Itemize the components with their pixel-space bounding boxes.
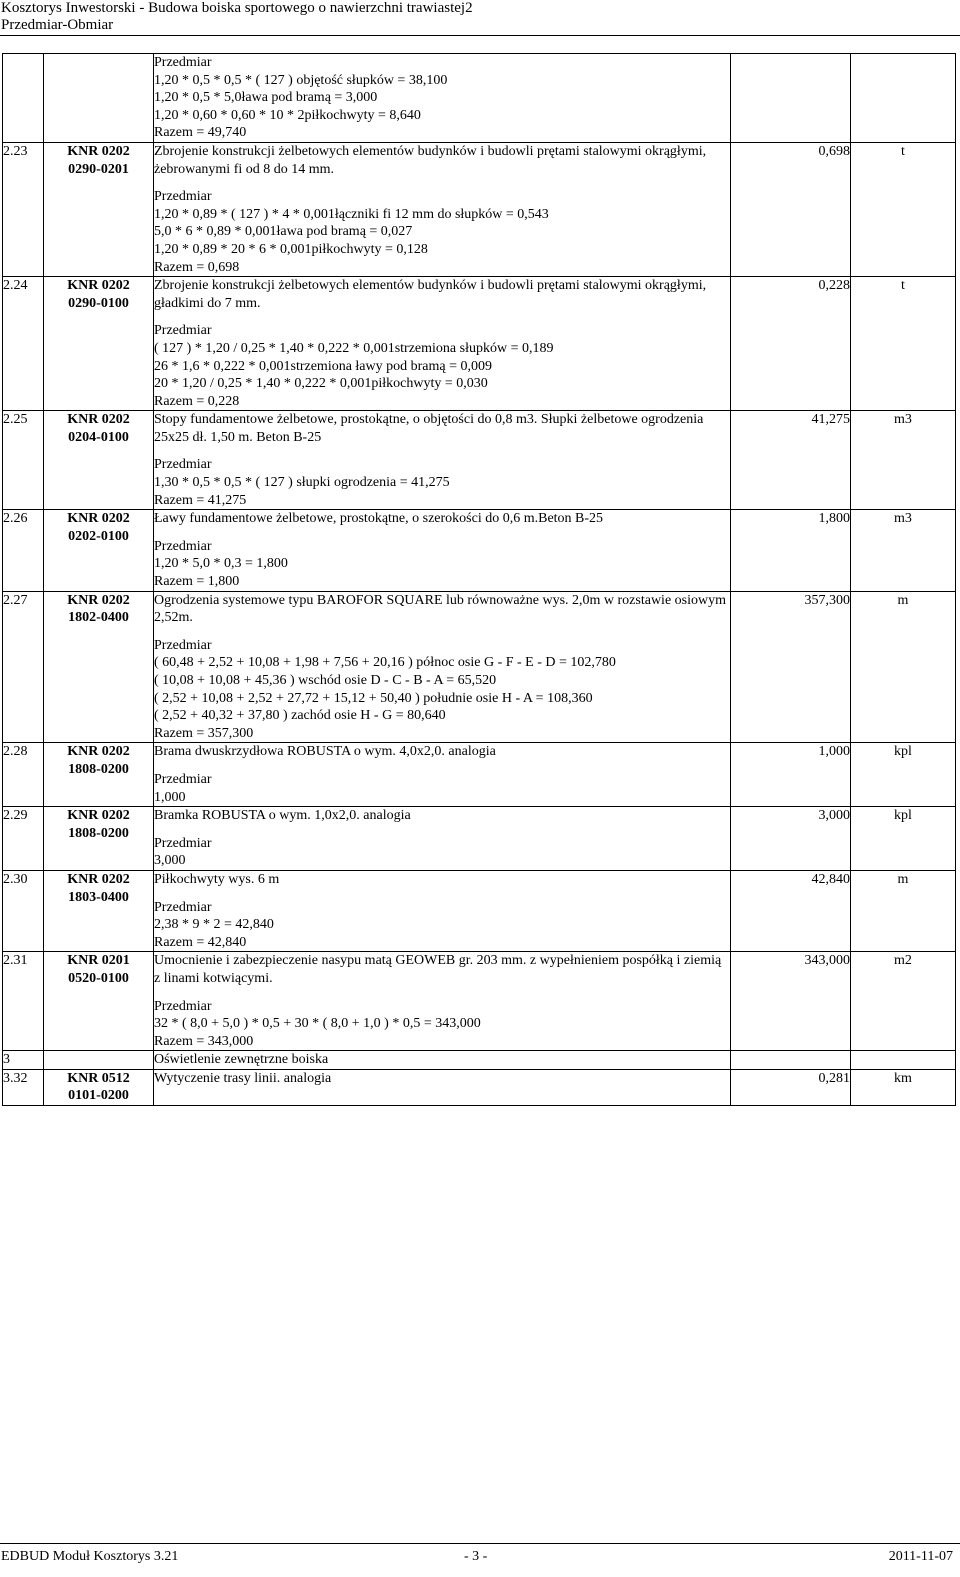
calculation-line: Razem = 0,228 [154, 393, 240, 409]
catalog-code-line: 0204-0100 [68, 429, 129, 445]
item-description-cell [154, 411, 731, 510]
calculation-line: ( 127 ) * 1,20 / 0,25 * 1,40 * 0,222 * 0,001strzemiona słupków = 0,189 [154, 340, 554, 356]
calculation-line: 2,38 * 9 * 2 = 42,840 [154, 917, 274, 933]
table-row [3, 1069, 956, 1105]
quantity-calculation [154, 998, 730, 1051]
catalog-code [44, 142, 154, 276]
calculation-line: Razem = 49,740 [154, 125, 247, 141]
item-description-cell [154, 142, 731, 276]
calculation-line: 1,20 * 0,5 * 0,5 * ( 127 ) objętość słupków = 38,100 [154, 72, 448, 88]
item-description: Ławy fundamentowe żelbetowe, prostokątne, o szerokości do 0,6 m.Beton B-25 [154, 511, 604, 527]
item-description: Piłkochwyty wys. 6 m [154, 871, 280, 887]
catalog-code [44, 510, 154, 591]
calculation-heading: Przedmiar [154, 538, 212, 554]
calculation-line: 1,20 * 5,0 * 0,3 = 1,800 [154, 556, 288, 572]
item-description-cell [154, 1051, 731, 1070]
item-number: 2.27 [3, 591, 44, 743]
calculation-heading: Przedmiar [154, 899, 212, 915]
quantity: 41,275 [731, 411, 851, 510]
item-number [3, 54, 44, 143]
table-row [3, 142, 956, 276]
table-row [3, 277, 956, 411]
table-row [3, 870, 956, 951]
catalog-code [44, 743, 154, 807]
item-description-cell [154, 743, 731, 807]
catalog-code [44, 277, 154, 411]
unit: kpl [851, 807, 956, 871]
item-number: 2.28 [3, 743, 44, 807]
catalog-code-line: KNR 0202 [67, 808, 130, 824]
quantity-calculation [154, 771, 730, 806]
catalog-code [44, 952, 154, 1051]
item-description-cell [154, 952, 731, 1051]
calculation-line: ( 2,52 + 40,32 + 37,80 ) zachód osie H - G = 80,640 [154, 708, 446, 724]
calculation-heading: Przedmiar [154, 189, 212, 205]
estimate-table-body [3, 54, 956, 1106]
quantity-calculation [154, 637, 730, 743]
calculation-line: ( 2,52 + 10,08 + 2,52 + 27,72 + 15,12 + 50,40 ) południe osie H - A = 108,360 [154, 690, 593, 706]
table-row [3, 1051, 956, 1070]
catalog-code-line: 1808-0200 [68, 825, 129, 841]
table-row [3, 510, 956, 591]
item-number: 2.26 [3, 510, 44, 591]
item-description-cell [154, 870, 731, 951]
item-description-cell [154, 807, 731, 871]
item-description: Umocnienie i zabezpieczenie nasypu matą GEOWEB gr. 203 mm. z wypełnieniem pospółką i ziemią z linami kotwiącymi. [154, 953, 722, 986]
catalog-code-line: KNR 0202 [67, 511, 130, 527]
catalog-code-line: 0290-0100 [68, 295, 129, 311]
catalog-code-line: 1802-0400 [68, 610, 129, 626]
estimate-table [2, 53, 956, 1106]
catalog-code-line: KNR 0201 [67, 953, 130, 969]
quantity: 343,000 [731, 952, 851, 1051]
calculation-heading: Przedmiar [154, 323, 212, 339]
calculation-line: 1,30 * 0,5 * 0,5 * ( 127 ) słupki ogrodzenia = 41,275 [154, 475, 450, 491]
item-description: Stopy fundamentowe żelbetowe, prostokątne, o objętości do 0,8 m3. Słupki żelbetowe ogrodzenia 25x25 dł. 1,50 m. Beton B-25 [154, 412, 704, 445]
document-subtitle: Przedmiar-Obmiar [1, 17, 114, 33]
item-number: 2.29 [3, 807, 44, 871]
calculation-line: 26 * 1,6 * 0,222 * 0,001strzemiona ławy pod bramą = 0,009 [154, 358, 493, 374]
quantity: 357,300 [731, 591, 851, 743]
calculation-line: 1,20 * 0,5 * 5,0ława pod bramą = 3,000 [154, 90, 378, 106]
calculation-line: Razem = 357,300 [154, 725, 254, 741]
quantity-calculation [154, 54, 730, 142]
quantity: 3,000 [731, 807, 851, 871]
item-number: 2.23 [3, 142, 44, 276]
calculation-line: Razem = 1,800 [154, 574, 240, 590]
calculation-line: 1,20 * 0,60 * 0,60 * 10 * 2piłkochwyty = 8,640 [154, 107, 421, 123]
quantity-calculation [154, 899, 730, 952]
item-number: 2.30 [3, 870, 44, 951]
calculation-heading: Przedmiar [154, 998, 212, 1014]
quantity-calculation [154, 188, 730, 276]
item-description: Oświetlenie zewnętrzne boiska [154, 1052, 329, 1068]
item-description: Bramka ROBUSTA o wym. 1,0x2,0. analogia [154, 808, 411, 824]
unit: m3 [851, 411, 956, 510]
calculation-line: 1,20 * 0,89 * 20 * 6 * 0,001piłkochwyty = 0,128 [154, 241, 428, 257]
catalog-code-line: 0101-0200 [68, 1088, 129, 1104]
calculation-heading: Przedmiar [154, 457, 212, 473]
calculation-heading: Przedmiar [154, 835, 212, 851]
table-row [3, 743, 956, 807]
calculation-line: 20 * 1,20 / 0,25 * 1,40 * 0,222 * 0,001piłkochwyty = 0,030 [154, 376, 488, 392]
quantity: 0,228 [731, 277, 851, 411]
quantity: 1,800 [731, 510, 851, 591]
quantity: 0,698 [731, 142, 851, 276]
catalog-code [44, 1051, 154, 1070]
item-number: 2.24 [3, 277, 44, 411]
calculation-line: 1,000 [154, 789, 186, 805]
header-rule [0, 35, 960, 36]
item-description-cell [154, 591, 731, 743]
unit [851, 54, 956, 143]
calculation-line: Razem = 41,275 [154, 492, 247, 508]
item-description-cell [154, 54, 731, 143]
catalog-code [44, 1069, 154, 1105]
catalog-code-line: KNR 0202 [67, 744, 130, 760]
page-number: - 3 - [464, 1549, 488, 1564]
quantity-calculation [154, 322, 730, 410]
catalog-code [44, 411, 154, 510]
calculation-heading: Przedmiar [154, 55, 212, 70]
unit: m3 [851, 510, 956, 591]
unit: m [851, 591, 956, 743]
item-description: Zbrojenie konstrukcji żelbetowych elementów budynków i budowli prętami stalowymi okrągłymi, żebrowanymi fi od 8 do 14 mm. [154, 143, 707, 177]
item-number: 2.31 [3, 952, 44, 1051]
item-description: Brama dwuskrzydłowa ROBUSTA o wym. 4,0x2,0. analogia [154, 744, 496, 760]
calculation-line: 32 * ( 8,0 + 5,0 ) * 0,5 + 30 * ( 8,0 + 1,0 ) * 0,5 = 343,000 [154, 1016, 481, 1032]
footer-left: EDBUD Moduł Kosztorys 3.21 [1, 1549, 179, 1564]
item-description-cell [154, 277, 731, 411]
quantity: 42,840 [731, 870, 851, 951]
unit: m2 [851, 952, 956, 1051]
catalog-code-line: 0520-0100 [68, 970, 129, 986]
footer-rule [0, 1543, 960, 1544]
quantity: 0,281 [731, 1069, 851, 1105]
unit: kpl [851, 743, 956, 807]
calculation-line: ( 10,08 + 10,08 + 45,36 ) wschód osie D - C - B - A = 65,520 [154, 673, 497, 688]
quantity: 1,000 [731, 743, 851, 807]
quantity [731, 54, 851, 143]
calculation-line: 1,20 * 0,89 * ( 127 ) * 4 * 0,001łączniki fi 12 mm do słupków = 0,543 [154, 206, 549, 222]
calculation-heading: Przedmiar [154, 637, 212, 653]
catalog-code-line: 0290-0201 [68, 161, 129, 177]
table-row [3, 591, 956, 743]
catalog-code-line: 1803-0400 [68, 889, 129, 905]
table-row [3, 807, 956, 871]
item-number: 2.25 [3, 411, 44, 510]
catalog-code-line: KNR 0202 [67, 143, 130, 159]
quantity-calculation [154, 835, 730, 870]
item-number: 3 [3, 1051, 44, 1070]
calculation-line: Razem = 42,840 [154, 934, 247, 950]
item-description-cell [154, 510, 731, 591]
footer-date: 2011-11-07 [888, 1549, 953, 1564]
item-description: Ogrodzenia systemowe typu BAROFOR SQUARE lub równoważne wys. 2,0m w rozstawie osiowym 2,52m. [154, 592, 726, 626]
item-description-cell [154, 1069, 731, 1105]
catalog-code-line: 0202-0100 [68, 528, 129, 544]
catalog-code-line: KNR 0202 [67, 412, 130, 428]
calculation-line: Razem = 343,000 [154, 1033, 254, 1049]
unit: t [851, 142, 956, 276]
quantity [731, 1051, 851, 1070]
unit [851, 1051, 956, 1070]
item-description: Wytyczenie trasy linii. analogia [154, 1070, 332, 1086]
catalog-code [44, 807, 154, 871]
unit: t [851, 277, 956, 411]
catalog-code-line: 1808-0200 [68, 761, 129, 777]
table-row [3, 411, 956, 510]
item-description: Zbrojenie konstrukcji żelbetowych elementów budynków i budowli prętami stalowymi okrągłymi, gładkimi do 7 mm. [154, 278, 707, 311]
quantity-calculation [154, 538, 730, 591]
document-title: Kosztorys Inwestorski - Budowa boiska sportowego o nawierzchni trawiastej2 [1, 0, 473, 16]
catalog-code-line: KNR 0202 [67, 871, 130, 887]
quantity-calculation [154, 456, 730, 509]
catalog-code-line: KNR 0512 [67, 1070, 130, 1086]
item-number: 3.32 [3, 1069, 44, 1105]
unit: km [851, 1069, 956, 1105]
calculation-line: Razem = 0,698 [154, 259, 240, 275]
table-row [3, 54, 956, 143]
calculation-line: 5,0 * 6 * 0,89 * 0,001ława pod bramą = 0,027 [154, 224, 413, 240]
catalog-code [44, 54, 154, 143]
calculation-line: ( 60,48 + 2,52 + 10,08 + 1,98 + 7,56 + 20,16 ) północ osie G - F - E - D = 102,780 [154, 655, 616, 671]
catalog-code-line: KNR 0202 [67, 592, 130, 608]
catalog-code-line: KNR 0202 [67, 278, 130, 294]
catalog-code [44, 591, 154, 743]
calculation-line: 3,000 [154, 853, 186, 869]
table-row [3, 952, 956, 1051]
unit: m [851, 870, 956, 951]
calculation-heading: Przedmiar [154, 771, 212, 787]
catalog-code [44, 870, 154, 951]
